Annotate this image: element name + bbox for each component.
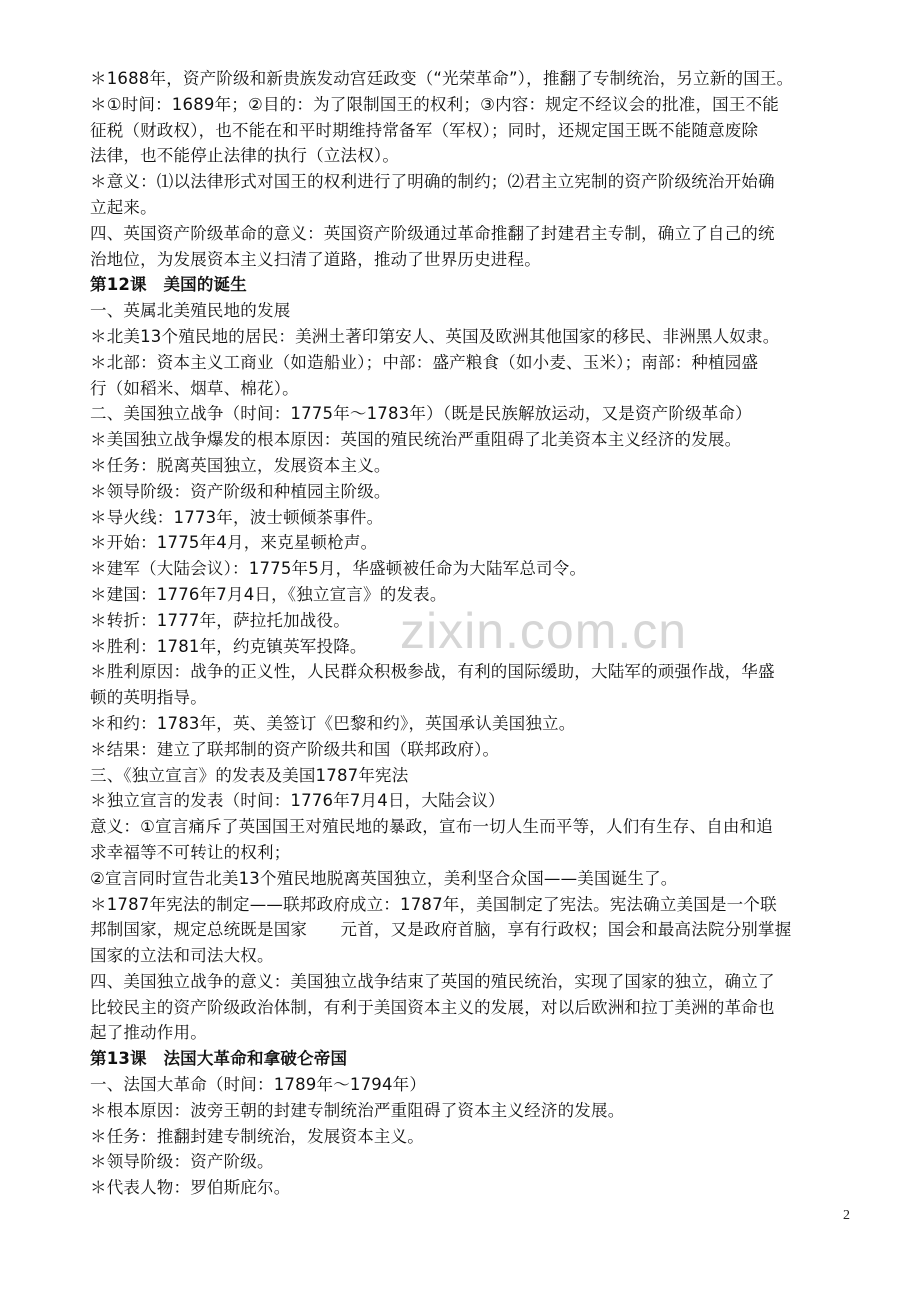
text-line: ＊胜利：1781年，约克镇英军投降。: [90, 636, 367, 656]
text-line: ＊1688年，资产阶级和新贵族发动宫廷政变（“光荣革命”），推翻了专制统治，另立新的国王。: [90, 69, 794, 88]
watermark: zixin.com.cn: [400, 603, 688, 659]
text-line: ②宣言同时宣告北美13个殖民地脱离英国独立，美利坚合众国——美国诞生了。: [90, 868, 678, 888]
text-line: 治地位，为发展资本主义扫清了道路，推动了世界历史进程。: [90, 249, 541, 269]
text-line: ＊根本原因：波旁王朝的封建专制统治严重阻碍了资本主义经济的发展。: [90, 1100, 625, 1120]
text-line: 顿的英明指导。: [90, 688, 207, 708]
text-line: ＊北美13个殖民地的居民：美洲土著印第安人、英国及欧洲其他国家的移民、非洲黑人奴隶。: [90, 326, 780, 346]
text-line: ＊建军（大陆会议）：1775年5月，华盛顿被任命为大陆军总司令。: [90, 559, 587, 579]
lesson-heading: 第13课 法国大革命和拿破仑帝国: [90, 1049, 348, 1069]
text-line: 一、英属北美殖民地的发展: [90, 301, 291, 321]
text-line: ＊领导阶级：资产阶级和种植园主阶级。: [90, 481, 391, 501]
text-line: 邦制国家，规定总统既是国家 元首，又是政府首脑，享有行政权；国会和最高法院分别掌握: [90, 920, 792, 940]
text-line: 一、法国大革命（时间：1789年～1794年）: [90, 1075, 427, 1095]
text-line: ＊导火线：1773年，波士顿倾茶事件。: [90, 507, 384, 527]
text-line: ＊任务：脱离英国独立，发展资本主义。: [90, 455, 391, 475]
text-line: 求幸福等不可转让的权利；: [90, 842, 291, 862]
text-line: ＊北部：资本主义工商业（如造船业）；中部：盛产粮食（如小麦、玉米）；南部：种植园盛: [90, 352, 759, 372]
text-line: 四、英国资产阶级革命的意义：英国资产阶级通过革命推翻了封建君主专制，确立了自己的统: [90, 223, 775, 243]
page-number: 2: [843, 1208, 850, 1223]
text-line: ＊①时间：1689年；②目的：为了限制国王的权利；③内容：规定不经议会的批准，国王不能: [90, 94, 779, 114]
text-line: 意义：①宣言痛斥了英国国王对殖民地的暴政，宣布一切人生而平等，人们有生存、自由和追: [90, 817, 773, 837]
lesson-heading: 第12课 美国的诞生: [90, 275, 247, 295]
text-line: ＊和约：1783年，英、美签订《巴黎和约》，英国承认美国独立。: [90, 713, 576, 733]
text-line: ＊独立宣言的发表（时间：1776年7月4日，大陆会议）: [90, 791, 505, 811]
text-line: 二、美国独立战争（时间：1775年～1783年）（既是民族解放运动，又是资产阶级革命）: [90, 404, 752, 424]
text-line: ＊意义：⑴以法律形式对国王的权利进行了明确的制约；⑵君主立宪制的资产阶级统治开始确: [90, 172, 775, 192]
text-line: ＊结果：建立了联邦制的资产阶级共和国（联邦政府）。: [90, 739, 500, 759]
text-line: ＊美国独立战争爆发的根本原因：英国的殖民统治严重阻碍了北美资本主义经济的发展。: [90, 430, 742, 450]
text-line: ＊建国：1776年7月4日，《独立宣言》的发表。: [90, 584, 447, 604]
text-line: ＊1787年宪法的制定——联邦政府成立：1787年，美国制定了宪法。宪法确立美国是一个联: [90, 894, 777, 914]
text-line: 四、美国独立战争的意义：美国独立战争结束了英国的殖民统治，实现了国家的独立，确立了: [90, 971, 775, 991]
text-line: ＊任务：推翻封建专制统治，发展资本主义。: [90, 1126, 424, 1146]
text-line: ＊转折：1777年，萨拉托加战役。: [90, 610, 350, 630]
text-line: ＊开始：1775年4月，来克星顿枪声。: [90, 533, 378, 553]
text-line: 三、《独立宣言》的发表及美国1787年宪法: [90, 765, 409, 785]
text-line: ＊胜利原因：战争的正义性，人民群众积极参战，有利的国际缓助，大陆军的顽强作战，华盛: [90, 662, 775, 682]
text-line: 征税（财政权），也不能在和平时期维持常备军（军权）；同时，还规定国王既不能随意废除: [90, 120, 759, 140]
text-line: ＊代表人物：罗伯斯庇尔。: [90, 1178, 291, 1198]
text-line: 立起来。: [90, 197, 157, 217]
text-line: 国家的立法和司法大权。: [90, 946, 274, 966]
text-line: 起了推动作用。: [90, 1023, 207, 1043]
text-line: ＊领导阶级：资产阶级。: [90, 1152, 274, 1172]
text-line: 法律，也不能停止法律的执行（立法权）。: [90, 146, 400, 166]
text-line: 行（如稻米、烟草、棉花）。: [90, 378, 299, 398]
text-line: 比较民主的资产阶级政治体制，有利于美国资本主义的发展，对以后欧洲和拉丁美洲的革命也: [90, 997, 775, 1017]
